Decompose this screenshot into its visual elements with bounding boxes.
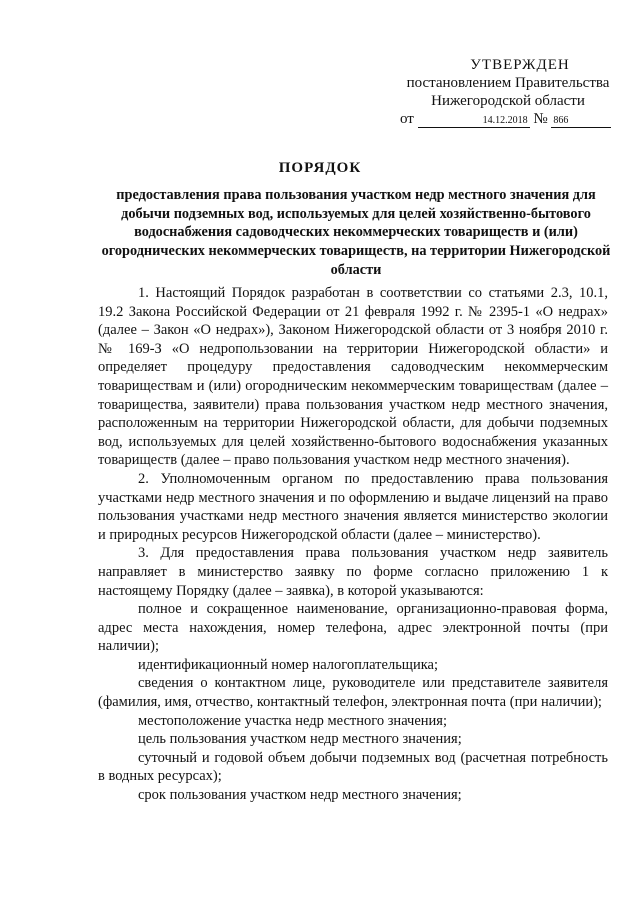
list-item: местоположение участка недр местного значения; bbox=[138, 712, 447, 729]
date-field bbox=[418, 110, 530, 128]
list-item: срок пользования участком недр местного значения; bbox=[138, 787, 462, 804]
document-body bbox=[98, 284, 608, 805]
date-prefix: от bbox=[400, 111, 414, 127]
list-item: идентификационный номер налогоплательщика; bbox=[138, 656, 439, 673]
list-item: сведения о контактном лице, руководителе или представителе заявителя (фамилия, имя, отчество, контактный телефон, электронная почта (при наличии); bbox=[98, 675, 608, 711]
document-title: ПОРЯДОК bbox=[278, 160, 362, 176]
approval-block bbox=[398, 56, 618, 128]
approval-line-1: постановлением Правительства bbox=[406, 75, 610, 91]
number-value: 866 bbox=[553, 115, 569, 126]
paragraph: 3. Для предоставления права пользования участком недр заявитель направляет в министерство заявку по форме согласно приложению 1 к настоящему Порядку (далее – заявка), в которой указываются: bbox=[98, 545, 608, 599]
paragraph: 2. Уполномоченным органом по предоставлению права пользования участками недр местного значения и по оформлению и выдаче лицензий на право пользования участками недр местного значения является министерство экологии и природных ресурсов Нижегородской области (далее – министерство). bbox=[98, 470, 608, 543]
list-item: суточный и годовой объем добычи подземных вод (расчетная потребность в водных ресурсах); bbox=[98, 749, 608, 785]
list-item: полное и сокращенное наименование, организационно-правовая форма, адрес места нахождения, номер телефона, адрес электронной почты (при наличии); bbox=[98, 601, 608, 655]
number-prefix: № bbox=[533, 111, 548, 127]
approval-title: УТВЕРЖДЕН bbox=[470, 57, 570, 73]
list-item: цель пользования участком недр местного значения; bbox=[138, 731, 462, 748]
paragraph: 1. Настоящий Порядок разработан в соответствии со статьями 2.3, 10.1, 19.2 Закона Российской Федерации от 21 февраля 1992 г. № 2395-1 «О недрах» (далее – Закон «О недрах»), Законом Нижегородской области от 3 ноября 2010 г. № 169-З «О недропользовании на территории Нижегородской области» и определяет процедуру предоставления садоводческим некоммерческим товариществам и (или) огородническим некоммерческим товариществам (далее – товарищества, заявители) права пользования участком недр местного значения, расположенным на территории Нижегородской области, для добычи подземных вод, используемых для целей хозяйственно-бытового водоснабжения указанных товариществ (далее – право пользования участком недр местного значения). bbox=[98, 285, 608, 469]
document-subtitle: предоставления права пользования участком недр местного значения для добычи подземных вод, используемых для целей хозяйственно-бытового водоснабжения садоводческих некоммерческих товариществ и (или) огороднических некоммерческих товариществ, на территории Нижегородской области bbox=[101, 187, 611, 278]
approval-date-line bbox=[400, 110, 618, 128]
date-value: 14.12.2018 bbox=[482, 115, 528, 126]
approval-line-2: Нижегородской области bbox=[431, 93, 585, 109]
number-field bbox=[551, 110, 611, 128]
